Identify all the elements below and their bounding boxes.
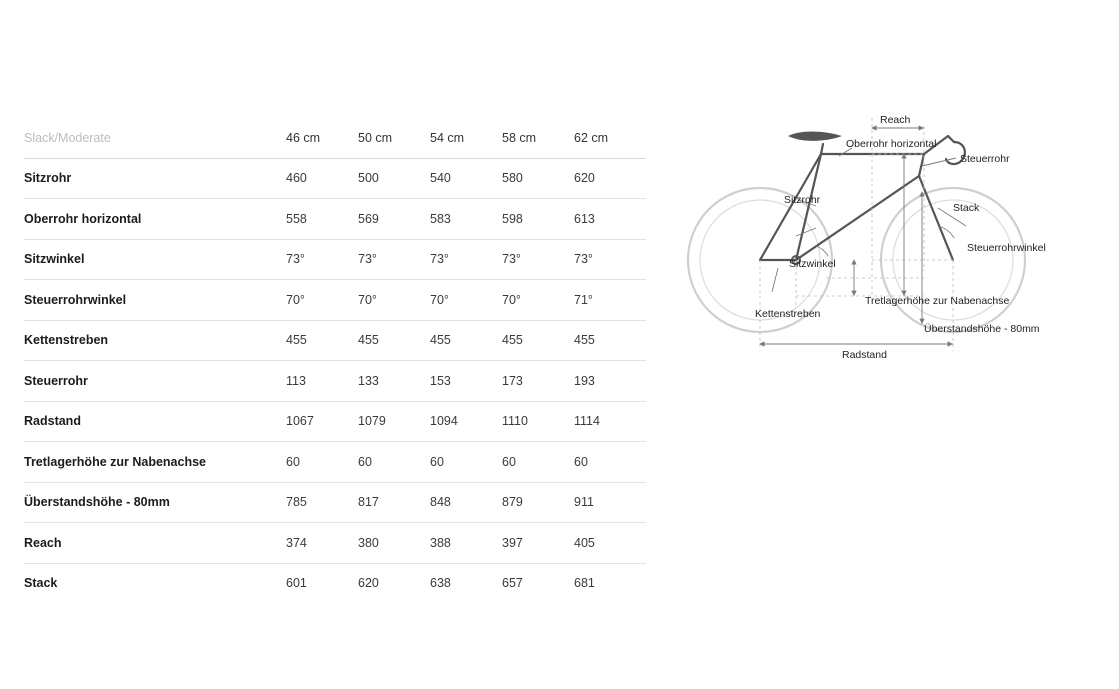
cell-stack-46: 601 — [286, 576, 307, 591]
cell-ueberstandshoehe-62: 911 — [574, 482, 646, 523]
cell-reach-50: 380 — [358, 523, 430, 564]
cell-sitzrohr-54: 540 — [430, 158, 502, 199]
cell-ueberstandshoehe-58: 879 — [502, 482, 574, 523]
cell-radstand-62: 1114 — [574, 401, 646, 442]
label-stack: Stack — [953, 202, 980, 214]
cell-oberrohr-50: 569 — [358, 199, 430, 240]
cell-oberrohr-46: 558 — [286, 199, 358, 240]
table-row — [24, 158, 646, 199]
diagram-labels — [755, 114, 1046, 361]
row-label-oberrohr-horizontal: Oberrohr horizontal — [24, 199, 286, 240]
cell-ueberstandshoehe-54: 848 — [430, 482, 502, 523]
row-label-sitzrohr: Sitzrohr — [24, 158, 286, 199]
cell-radstand-54: 1094 — [430, 401, 502, 442]
table-row — [24, 523, 646, 564]
cell-steuerrohrwinkel-62: 71° — [574, 280, 646, 321]
cell-reach-54: 388 — [430, 523, 502, 564]
row-label-kettenstreben: Kettenstreben — [24, 320, 286, 361]
table-row — [24, 563, 646, 603]
table-row — [24, 280, 646, 321]
table-row — [24, 361, 646, 402]
label-radstand: Radstand — [842, 349, 887, 361]
cell-stack-58: 657 — [502, 576, 523, 591]
table-header — [24, 118, 646, 158]
label-ueberstandshoehe: Überstandshöhe - 80mm — [924, 323, 1040, 335]
row-label-sitzwinkel: Sitzwinkel — [24, 239, 286, 280]
table-header-size-1: 50 cm — [358, 118, 430, 158]
bicycle-geometry-diagram — [676, 96, 1096, 386]
label-sitzrohr: Sitzrohr — [784, 194, 821, 206]
cell-steuerrohrwinkel-46: 70° — [286, 280, 358, 321]
cell-tretlagerhoehe-46: 60 — [286, 442, 358, 483]
saddle-icon — [788, 132, 842, 141]
cell-steuerrohrwinkel-50: 70° — [358, 280, 430, 321]
cell-oberrohr-62: 613 — [574, 199, 646, 240]
cell-steuerrohr-62: 193 — [574, 361, 646, 402]
label-tretlagerhoehe: Tretlagerhöhe zur Nabenachse — [865, 295, 1010, 307]
cell-tretlagerhoehe-50: 60 — [358, 442, 430, 483]
cell-sitzwinkel-50: 73° — [358, 239, 430, 280]
table-row — [24, 442, 646, 483]
row-label-tretlagerhoehe-zur-nabenachse: Tretlagerhöhe zur Nabenachse — [24, 442, 286, 483]
cell-radstand-46: 1067 — [286, 401, 358, 442]
row-label-radstand: Radstand — [24, 401, 286, 442]
cell-sitzwinkel-58: 73° — [502, 239, 574, 280]
row-label-reach: Reach — [24, 523, 286, 564]
table-row — [24, 482, 646, 523]
label-kettenstreben: Kettenstreben — [755, 308, 821, 320]
cell-steuerrohr-50: 133 — [358, 361, 430, 402]
geometry-table-container — [24, 118, 646, 603]
cell-sitzrohr-46: 460 — [286, 158, 358, 199]
geometry-table — [24, 118, 646, 603]
cell-sitzrohr-58: 580 — [502, 158, 574, 199]
cell-kettenstreben-62: 455 — [574, 320, 646, 361]
cell-steuerrohr-46: 113 — [286, 361, 358, 402]
label-oberrohr-horizontal: Oberrohr horizontal — [846, 138, 937, 150]
table-header-size-4: 62 cm — [574, 118, 646, 158]
row-label-stack: Stack — [24, 576, 58, 591]
cell-steuerrohr-54: 153 — [430, 361, 502, 402]
table-header-label: Slack/Moderate — [24, 118, 286, 158]
label-steuerrohrwinkel: Steuerrohrwinkel — [967, 242, 1046, 254]
cell-reach-46: 374 — [286, 523, 358, 564]
cell-oberrohr-58: 598 — [502, 199, 574, 240]
cell-ueberstandshoehe-46: 785 — [286, 482, 358, 523]
label-reach: Reach — [880, 114, 911, 126]
angle-arcs — [816, 226, 954, 256]
cell-stack-50: 620 — [358, 576, 379, 591]
label-steuerrohr: Steuerrohr — [960, 153, 1010, 165]
cell-radstand-50: 1079 — [358, 401, 430, 442]
label-sitzwinkel: Sitzwinkel — [789, 258, 836, 270]
row-label-ueberstandshoehe-80mm: Überstandshöhe - 80mm — [24, 482, 286, 523]
table-body — [24, 158, 646, 603]
cell-tretlagerhoehe-54: 60 — [430, 442, 502, 483]
cell-steuerrohr-58: 173 — [502, 361, 574, 402]
table-row — [24, 199, 646, 240]
table-header-size-3: 58 cm — [502, 118, 574, 158]
cell-stack-62: 681 — [574, 576, 595, 591]
cell-sitzrohr-62: 620 — [574, 158, 646, 199]
cell-reach-62: 405 — [574, 523, 646, 564]
cell-kettenstreben-46: 455 — [286, 320, 358, 361]
table-row — [24, 401, 646, 442]
cell-ueberstandshoehe-50: 817 — [358, 482, 430, 523]
row-label-steuerrohrwinkel: Steuerrohrwinkel — [24, 280, 286, 321]
table-header-size-2: 54 cm — [430, 118, 502, 158]
cell-kettenstreben-50: 455 — [358, 320, 430, 361]
table-header-size-0: 46 cm — [286, 118, 358, 158]
cell-reach-58: 397 — [502, 523, 574, 564]
cell-steuerrohrwinkel-54: 70° — [430, 280, 502, 321]
cell-kettenstreben-58: 455 — [502, 320, 574, 361]
table-header-row — [24, 118, 646, 158]
cell-stack-54: 638 — [430, 576, 451, 591]
row-label-steuerrohr: Steuerrohr — [24, 361, 286, 402]
table-row — [24, 239, 646, 280]
cell-sitzwinkel-62: 73° — [574, 239, 646, 280]
cell-steuerrohrwinkel-58: 70° — [502, 280, 574, 321]
cell-radstand-58: 1110 — [502, 401, 574, 442]
cell-sitzwinkel-46: 73° — [286, 239, 358, 280]
cell-tretlagerhoehe-62: 60 — [574, 442, 646, 483]
cell-kettenstreben-54: 455 — [430, 320, 502, 361]
cell-oberrohr-54: 583 — [430, 199, 502, 240]
cell-sitzrohr-50: 500 — [358, 158, 430, 199]
table-row — [24, 320, 646, 361]
cell-tretlagerhoehe-58: 60 — [502, 442, 574, 483]
cell-sitzwinkel-54: 73° — [430, 239, 502, 280]
